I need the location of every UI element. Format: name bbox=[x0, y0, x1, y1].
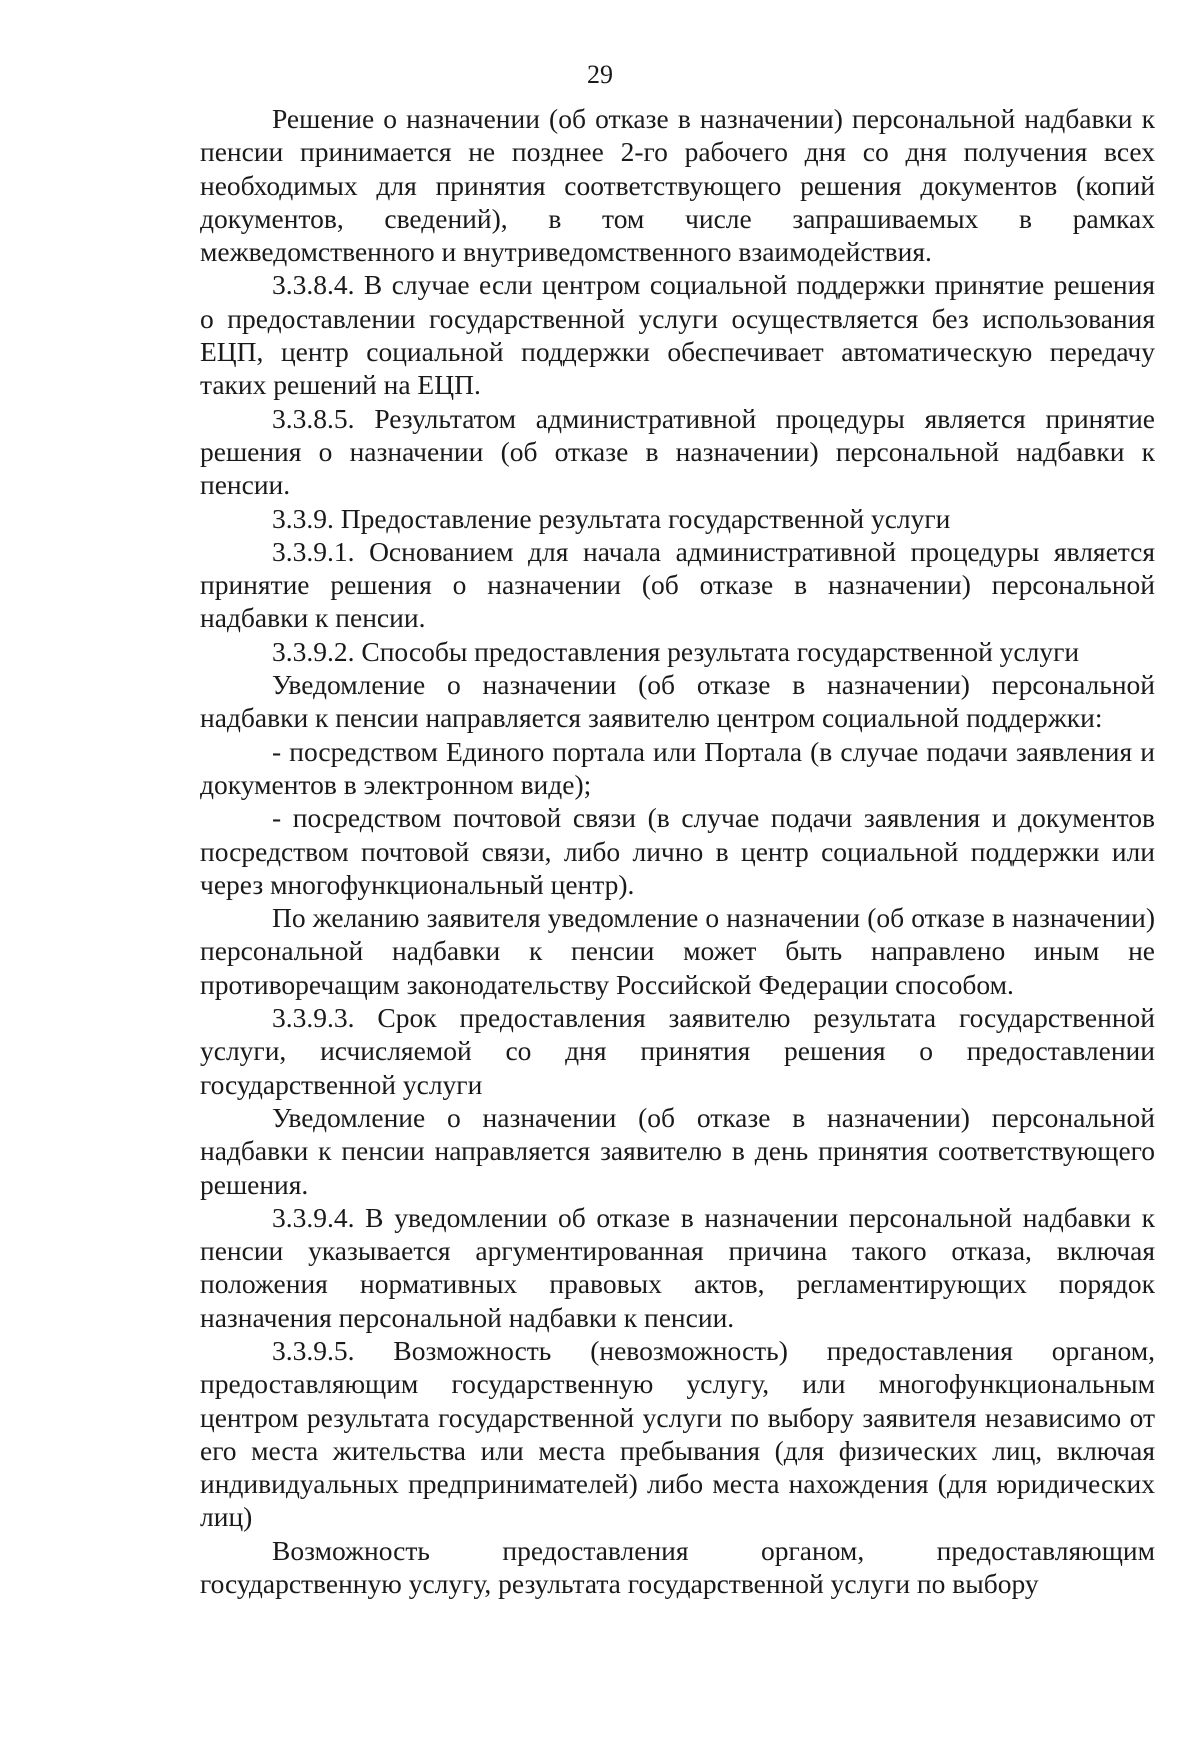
paragraph-3-3-9-5: 3.3.9.5. Возможность (невозможность) предоставления органом, предоставляющим государственную услугу, или многофункциональным центром результата государственной услуги по выбору заявителя независимо от его места жительства или места пребывания (для физических лиц, включая индивидуальных предпринимателей) либо места нахождения (для юридических лиц) bbox=[200, 1334, 1155, 1533]
paragraph-3-3-9-4: 3.3.9.4. В уведомлении об отказе в назначении персональной надбавки к пенсии указывается аргументированная причина такого отказа, включая положения нормативных правовых актов, регламентирующих порядок назначения персональной надбавки к пенсии. bbox=[200, 1201, 1155, 1333]
list-item-postal: - посредством почтовой связи (в случае подачи заявления и документов посредством почтовой связи, либо лично в центр социальной поддержки или через многофункциональный центр). bbox=[200, 802, 1155, 900]
paragraph-3-3-8-5: 3.3.8.5. Результатом административной процедуры является принятие решения о назначении (об отказе в назначении) персональной надбавки к пенсии. bbox=[200, 402, 1155, 501]
paragraph-3-3-8-4: 3.3.8.4. В случае если центром социальной поддержки принятие решения о предоставлении государственной услуги осуществляется без использования ЕЦП, центр социальной поддержки обеспечивает автоматическую передачу таких решений на ЕЦП. bbox=[200, 269, 1155, 401]
paragraph-3-3-9-3: 3.3.9.3. Срок предоставления заявителю результата государственной услуги, исчисляемой со дня принятия решения о предоставлении государственной услуги bbox=[200, 1002, 1155, 1100]
paragraph-possibility-continued: Возможность предоставления органом, предоставляющим государственную услугу, результата государственной услуги по выбору bbox=[200, 1534, 1155, 1600]
paragraph-notification-methods: Уведомление о назначении (об отказе в назначении) персональной надбавки к пенсии направляется заявителю центром социальной поддержки: bbox=[200, 669, 1155, 734]
heading-3-3-9-2: 3.3.9.2. Способы предоставления результата государственной услуги bbox=[272, 635, 1080, 667]
document-body bbox=[200, 102, 1155, 1600]
heading-3-3-9: 3.3.9. Предоставление результата государственной услуги bbox=[272, 502, 951, 534]
paragraph-notification-day: Уведомление о назначении (об отказе в назначении) персональной надбавки к пенсии направляется заявителю в день принятия соответствующего решения. bbox=[200, 1101, 1155, 1200]
paragraph-applicant-wish: По желанию заявителя уведомление о назначении (об отказе в назначении) персональной надбавки к пенсии может быть направлено иным не противоречащим законодательству Российской Федерации способом. bbox=[200, 902, 1155, 1000]
list-item-portal: - посредством Единого портала или Портала (в случае подачи заявления и документов в электронном виде); bbox=[200, 735, 1155, 800]
page-number: 29 bbox=[587, 60, 613, 89]
paragraph-3-3-9-1: 3.3.9.1. Основанием для начала административной процедуры является принятие решения о назначении (об отказе в назначении) персональной надбавки к пенсии. bbox=[200, 535, 1155, 634]
paragraph-decision-timing: Решение о назначении (об отказе в назначении) персональной надбавки к пенсии принимается не позднее 2-го рабочего дня со дня получения всех необходимых для принятия соответствующего решения документов (копий документов, сведений), в том числе запрашиваемых в рамках межведомственного и внутриведомственного взаимодействия. bbox=[200, 103, 1155, 268]
